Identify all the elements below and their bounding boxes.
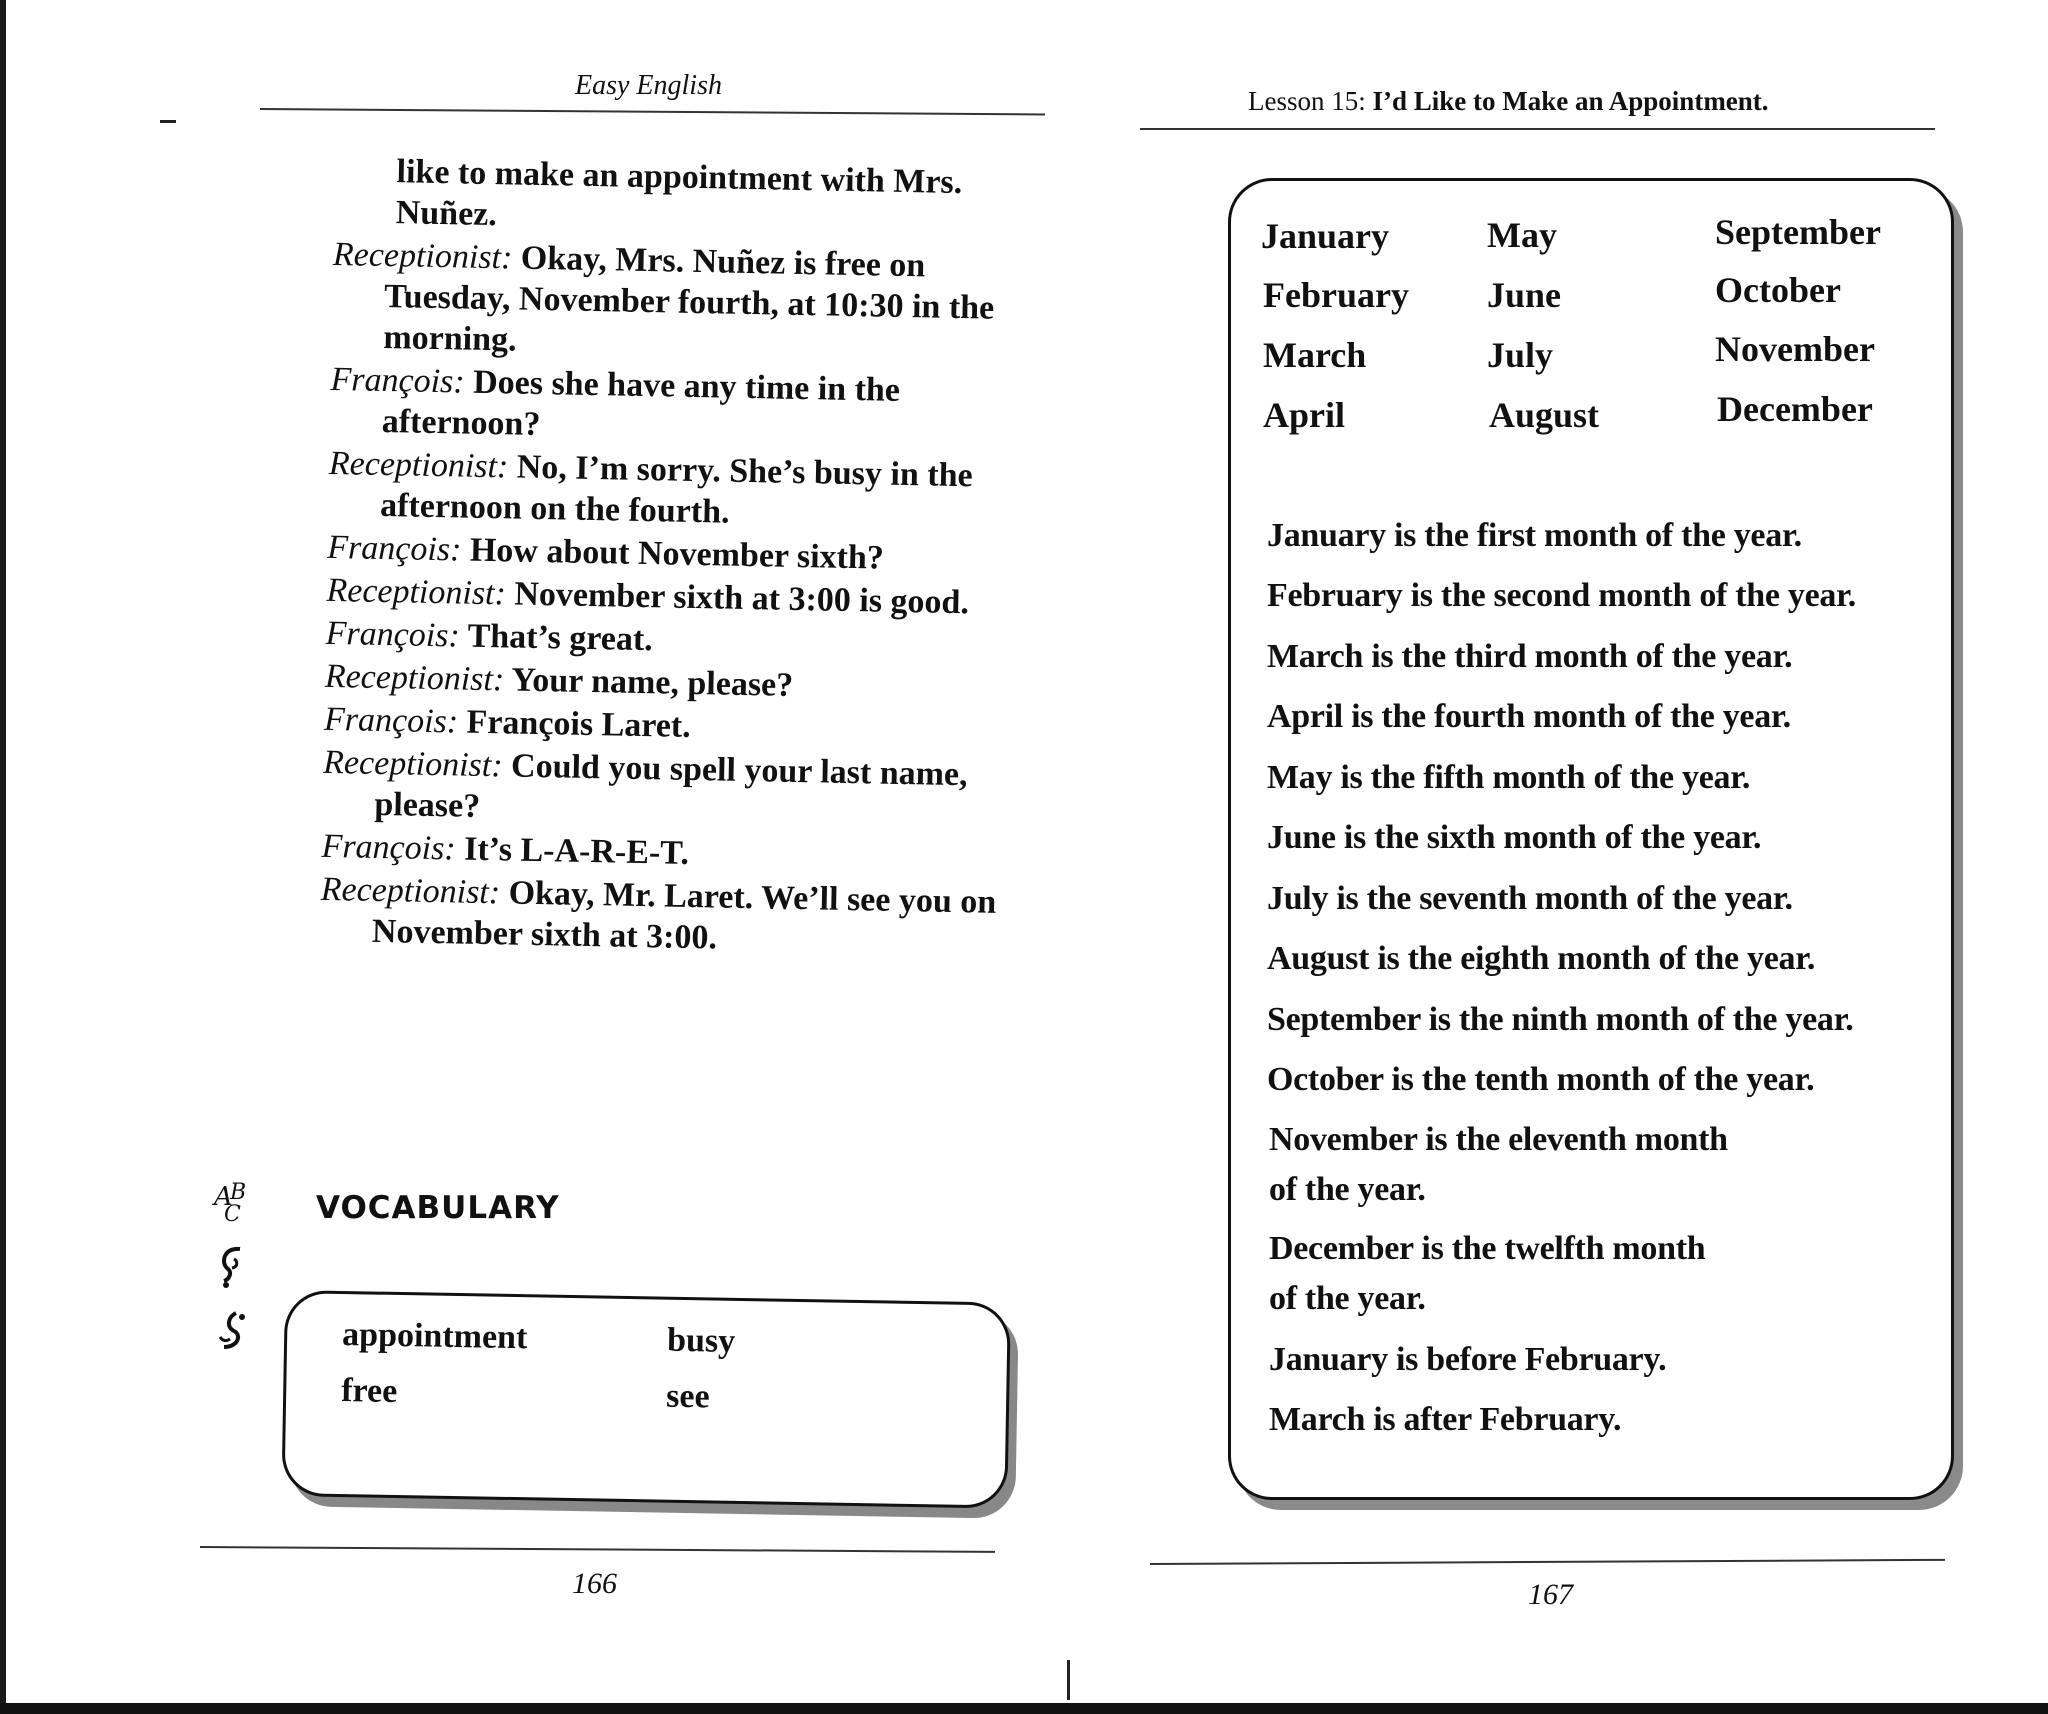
dialog-text: Does she have any time in the afternoon? [381, 363, 901, 443]
month-name: August [1489, 395, 1600, 435]
month-sentence: September is the ninth month of the year. [1267, 1001, 1854, 1038]
dialog-text: Okay, Mrs. Nuñez is free on Tuesday, November fourth, at 10:30 in the morning. [383, 239, 995, 359]
month-sentence: November is the eleventh month [1269, 1121, 1728, 1158]
month-sentence: February is the second month of the year. [1267, 577, 1856, 614]
month-name: April [1263, 395, 1346, 435]
month-sentence: April is the fourth month of the year. [1267, 698, 1791, 735]
dialog-line [328, 443, 1049, 539]
dialog-text: like to make an appointment with Mrs. Nuñez. [395, 153, 963, 234]
left-running-head: Easy English [575, 70, 722, 101]
right-page-number: 167 [1528, 1578, 1573, 1611]
scan-edge-bottom [0, 1703, 2048, 1714]
month-name: March [1263, 335, 1367, 375]
month-name: July [1487, 335, 1554, 375]
ear-icon [212, 1241, 272, 1307]
speaker-label: François: [323, 700, 459, 741]
lesson-label: Lesson 15: [1248, 86, 1373, 116]
month-sentence: July is the seventh month of the year. [1267, 880, 1793, 917]
dialog-text: That’s great. [467, 617, 654, 659]
right-footer-rule [1150, 1559, 1945, 1565]
month-name: October [1715, 270, 1841, 310]
dialog-text: How about November sixth? [469, 531, 885, 577]
vocab-word: free [340, 1371, 398, 1410]
month-sentence: of the year. [1269, 1171, 1426, 1208]
right-header-rule [1140, 128, 1935, 130]
month-sentence: January is the first month of the year. [1267, 517, 1802, 554]
month-sentence: May is the fifth month of the year. [1267, 759, 1751, 796]
vocab-word: see [665, 1377, 710, 1416]
speaker-label: François: [327, 528, 462, 569]
month-sentence: December is the twelfth month [1269, 1230, 1706, 1267]
margin-mark [160, 120, 176, 123]
vocabulary-icons [212, 1175, 272, 1373]
dialog-text: Your name, please? [511, 661, 794, 704]
speaker-label: Receptionist: [332, 235, 513, 277]
vocabulary-box [281, 1290, 1010, 1509]
month-sentence: August is the eighth month of the year. [1267, 940, 1816, 977]
vocab-word: busy [666, 1321, 736, 1360]
speaker-label: François: [321, 827, 457, 868]
dialog-text: Could you spell your last name, please? [374, 747, 968, 825]
spine-mark [1067, 1660, 1070, 1700]
month-sentence: of the year. [1269, 1280, 1426, 1317]
speaker-label: Receptionist: [328, 444, 509, 486]
lesson-title: I’d Like to Make an Appointment. [1372, 86, 1769, 116]
month-sentence: January is before February. [1269, 1341, 1667, 1378]
speaker-label: Receptionist: [326, 571, 507, 613]
left-footer-rule [200, 1546, 995, 1553]
svg-text:B: B [230, 1180, 247, 1205]
month-name: November [1715, 329, 1875, 369]
abc-icon [212, 1175, 272, 1241]
vocab-word: appointment [341, 1316, 528, 1357]
speaking-icon [212, 1307, 272, 1373]
dialog-line [320, 869, 1041, 965]
dialog [320, 150, 1055, 967]
dialog-line [329, 359, 1050, 455]
speaker-label: Receptionist: [324, 657, 505, 699]
month-sentence: March is after February. [1269, 1401, 1622, 1438]
speaker-label: François: [330, 360, 466, 401]
svg-text:A: A [214, 1182, 233, 1212]
vocabulary-heading: VOCABULARY [316, 1190, 560, 1226]
month-sentence: October is the tenth month of the year. [1267, 1061, 1815, 1098]
speaker-label: Receptionist: [322, 743, 503, 785]
dialog-line [333, 150, 1054, 246]
months-box [1228, 178, 1954, 1500]
dialog-text: No, I’m sorry. She’s busy in the afternoon on the fourth. [379, 448, 974, 531]
month-name: December [1717, 389, 1873, 429]
month-name: May [1487, 215, 1557, 255]
speaker-label: Receptionist: [320, 870, 501, 912]
left-header-rule [260, 108, 1045, 115]
dialog-text: November sixth at 3:00 is good. [514, 575, 970, 622]
month-sentence: March is the third month of the year. [1267, 638, 1793, 675]
dialog-line [322, 742, 1043, 838]
right-running-head [1248, 86, 1769, 117]
month-name: June [1487, 275, 1562, 315]
dialog-text: François Laret. [466, 703, 692, 745]
speaker-label: François: [325, 614, 461, 655]
dialog-text: It’s L-A-R-E-T. [463, 830, 690, 872]
dialog-line [331, 234, 1053, 371]
left-page-number: 166 [572, 1567, 617, 1600]
svg-text:C: C [224, 1202, 241, 1225]
month-sentence: June is the sixth month of the year. [1267, 819, 1762, 856]
month-name: February [1263, 275, 1409, 315]
month-name: January [1261, 216, 1390, 256]
month-name: September [1715, 212, 1881, 252]
dialog-text: Okay, Mr. Laret. We’ll see you on November sixth at 3:00. [371, 874, 997, 957]
scan-edge-left [0, 0, 6, 1714]
